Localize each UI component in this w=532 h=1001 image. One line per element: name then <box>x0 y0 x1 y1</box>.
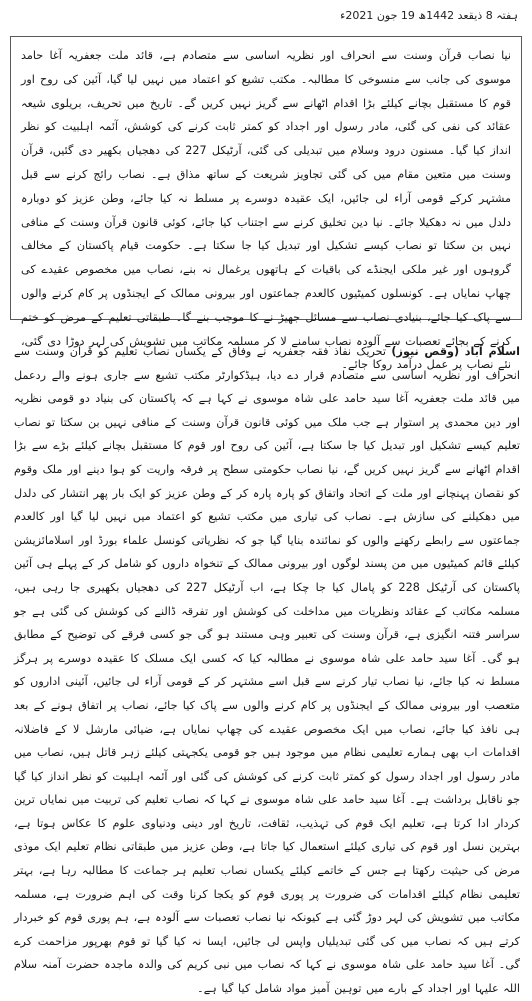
article-body-paragraph <box>14 340 520 1001</box>
article-dateline: اسلام آباد (وقص نیوز) <box>391 345 520 358</box>
article-body: تحریک نفاذ فقہ جعفریہ نے وفاق کے یکساں نصاب تعلیم کو قرآن وسنت سے انحراف اور نظریہ اساسی سے متصادم قرار دے دیا، ہیڈکوارٹر مکتب تشیع سے جاری ہونے والے ردعمل میں قائد ملت جعفریہ آغا سید حامد علی شاہ موسوی نے کہا ہے کہ پاکستان کی بنیاد دو قومی نظریہ اور دین محمدی پر استوار ہے جب ملک میں کوئی قانون قرآن وسنت کے منافی نہیں بن سکتا تو نصاب تعلیم کیسے تشکیل اور تبدیل کیا جا سکتا ہے، آئین کی روح اور قوم کا مستقبل بچانے کیلئے بڑے سے بڑا اقدام اٹھانے سے گریز نہیں کریں گے، نیا نصاب حکومتی سطح پر فرقہ واریت کو ہوا دینے اور ملک وقوم کو نقصان پہنچانے اور ملت کے اتحاد واتفاق کو پارہ پارہ کر کے وطن عزیز کو ایک بار پھر انتشار کی دلدل میں دھکیلنے کی سازش ہے۔ نصاب کی تیاری میں مکتب تشیع کو اعتماد میں نہیں لیا گیا اور کالعدم جماعتوں سے رابطے رکھنے والوں کو نمائندہ بنایا گیا جو کہ نظریاتی کونسل علماء بورڈ اور اسلامائزیشن کیلئے قائم کمیٹیوں میں من پسند لوگوں اور بیرونی ممالک کے تنخواہ داروں کو شامل کر کے پہلے ہی آئین پاکستان کی آرٹیکل 228 کو پامال کیا جا چکا ہے، اب آرٹیکل 227 کی دھجیاں بکھیری جا رہی ہیں، مسلمہ مکاتب کے عقائد ونظریات میں مداخلت کی کوشش اور تفرقہ ڈالنے کی کوشش کی گئی ہے جو سراسر فتنہ انگیزی ہے، قرآن وسنت کی تعبیر وہی مستند ہو گی جو کسی فرقے کی توضیح کے مطابق ہو گی۔ آغا سید حامد علی شاہ موسوی نے مطالبہ کیا کہ کسی ایک مسلک کا عقیدہ دوسرے پر ہرگز مسلط نہ کیا جائے، نیا نصاب تیار کرنے سے قبل اسے مشتہر کر کے قومی آراء لی جائیں، آئینی اداروں کو متعصب اور بیرونی ممالک کے ایجنڈوں پر کام کرنے والوں سے پاک کیا جائے، نصاب پر اتفاق ہونے کے بعد ہی نافذ کیا جائے، نصاب میں ایک مخصوص عقیدے کی چھاپ نمایاں ہے، ضیائی مارشل لا کے فاضلانہ اقدامات اب بھی ہمارے تعلیمی نظام میں موجود ہیں جو قومی یکجہتی کیلئے زہر قاتل ہیں، نصاب میں مادر رسول اور اجداد رسول کو کمتر ثابت کرنے کی کوشش کی گئی اور آئمہ اہلبیت کو نظر انداز کیا گیا جو ناقابل برداشت ہے۔ آغا سید حامد علی شاہ موسوی نے کہا کہ نصاب تعلیم کی تربیت میں نمایاں ترین کردار ادا کرتا ہے، تعلیم ایک قوم کی تہذیب، ثقافت، تاریخ اور دینی ودنیاوی علوم کا عکاس ہوتا ہے، بہترین نسل اور قوم کی تیاری کیلئے استعمال کیا جاتا ہے، وطن عزیز میں طبقاتی نظام تعلیم ایک موذی مرض کی حیثیت رکھتا ہے جس کے خاتمے کیلئے یکساں نصاب تعلیم ہر جماعت کا مطالبہ رہا ہے، بہتر تعلیمی نظام کیلئے اقدامات کی ضرورت پر پوری قوم کو یکجا کرنا وقت کی اہم ضرورت ہے، مسلمہ مکاتب میں تشویش کی لہر دوڑ گئی ہے کیونکہ نیا نصاب تعصبات سے آلودہ ہے، ہم پوری قوم کو خبردار کرتے ہیں کہ نصاب میں کی گئی تبدیلیاں واپس لی جائیں، ایسا نہ کیا گیا تو قوم بھرپور مزاحمت کرے گی۔ آغا سید حامد علی شاہ موسوی نے کہا کہ نصاب میں نبی کریم کی والدہ ماجدہ حضرت آمنہ سلام اللہ علیہا اور اجداد کے بارے میں توہین آمیز مواد شامل کیا گیا ہے۔ <box>13 345 520 996</box>
highlights-text: نیا نصاب قرآن وسنت سے انحراف اور نظریہ اساسی سے متصادم ہے، قائد ملت جعفریہ آغا حامد موسوی کی جانب سے منسوخی کا مطالبہ۔ مکتب تشیع کو اعتماد میں نہیں لیا گیا، آئین کی روح اور قوم کا مستقبل بچانے کیلئے بڑا اقدام اٹھانے سے گریز نہیں کریں گے۔ تاریخ میں تحریف، بریلوی شیعہ عقائد کی نفی کی گئی، مادر رسول اور اجداد کو کمتر ثابت کرنے کی کوشش، آئمہ اہلبیت کو نظر انداز کیا گیا۔ مسنون درود وسلام میں تبدیلی کی گئی، آرٹیکل 227 کی دھجیاں بکھیر دی گئیں، قرآن وسنت میں متعین مقام میں کی گئی تجاویز شریعت کے ساتھ مذاق ہے۔ نصاب رائج کرنے سے قبل مشتہر کرکے قومی آراء لی جائیں، ایک عقیدہ دوسرے پر مسلط نہ کیا جائے، وطن عزیز کو دوبارہ دلدل میں نہ دھکیلا جائے۔ نیا دین تخلیق کرنے سے اجتناب کیا جائے، کوئی قانون قرآن وسنت کے منافی نہیں بن سکتا تو نصاب کیسے تشکیل اور تبدیل کیا جا سکتا ہے۔ حکومت قیام پاکستان کے مخالف گروہوں اور غیر ملکی ایجنڈے کی باقیات کے ہاتھوں یرغمال نہ بنے، نصاب میں مخصوص عقیدے کی چھاپ نمایاں ہے۔ کونسلوں کمیٹیوں کالعدم جماعتوں اور بیرونی ممالک کے ایجنڈوں پر کام کرنے والوں سے پاک کیا جائے، بنیادی نصاب سے مسائل جھیڑ نے کا موجب بنے گا۔ طبقاتی تعلیم کے مرض کو ختم کرنے کے بجائے تعصبات سے آلودہ نصاب سامنے لا کر مسلمہ مکاتب میں تشویش کی لہر دوڑا دی گئی، نئے نصاب پر عمل درآمد روکا جائے۔ <box>21 49 511 372</box>
issue-date-line: ہفتہ 8 ذیقعد 1442ھ 19 جون 2021ء <box>340 9 518 22</box>
news-article <box>13 340 520 996</box>
